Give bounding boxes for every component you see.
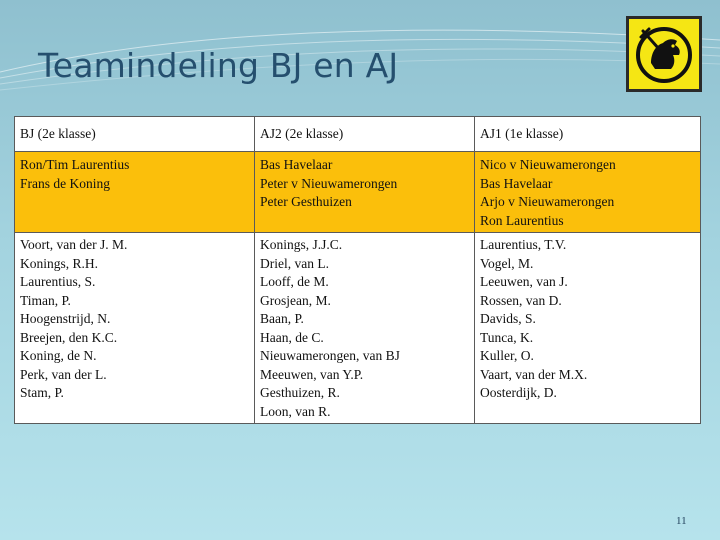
players-aj1 — [475, 233, 701, 424]
player-name: Driel, van L. — [260, 255, 329, 271]
player-name: Kuller, O. — [480, 348, 534, 363]
player-name: Stam, P. — [20, 385, 64, 400]
coach-name: Bas Havelaar — [480, 175, 553, 191]
player-name: Vaart, van der M.X. — [480, 366, 588, 382]
player-name: Loon, van R. — [260, 403, 331, 419]
player-name: Vogel, M. — [480, 255, 534, 271]
table-header-row — [15, 117, 701, 152]
player-name: Baan, P. — [260, 311, 304, 326]
players-bj — [15, 233, 255, 424]
page-number: 11 — [676, 515, 687, 527]
player-name: Haan, de C. — [260, 329, 324, 345]
player-name: Voort, van der J. M. — [20, 237, 128, 252]
player-name: Oosterdijk, D. — [480, 385, 557, 400]
coach-name: Peter v Nieuwamerongen — [260, 175, 398, 191]
coaches-bj — [15, 152, 255, 233]
player-name: Hoogenstrijd, N. — [20, 311, 111, 326]
coaches-aj1 — [475, 152, 701, 233]
player-name: Looff, de M. — [260, 274, 329, 289]
player-name: Konings, J.J.C. — [260, 237, 343, 252]
coach-name: Peter Gesthuizen — [260, 194, 352, 209]
player-name: Gesthuizen, R. — [260, 385, 340, 400]
player-name: Leeuwen, van J. — [480, 274, 568, 289]
player-name: Laurentius, T.V. — [480, 237, 567, 252]
page-title: Teamindeling BJ en AJ — [38, 46, 399, 85]
player-name: Nieuwamerongen, van BJ — [260, 348, 400, 363]
players-row — [15, 233, 701, 424]
header-bj: BJ (2e klasse) — [15, 117, 255, 152]
player-name: Meeuwen, van Y.P. — [260, 366, 364, 382]
coach-name: Ron Laurentius — [480, 212, 564, 228]
team-roster-table — [14, 116, 701, 424]
coach-name: Bas Havelaar — [260, 157, 333, 172]
player-name: Perk, van der L. — [20, 366, 107, 382]
players-aj2 — [255, 233, 475, 424]
header-aj1: AJ1 (1e klasse) — [475, 117, 701, 152]
coaches-row — [15, 152, 701, 233]
player-name: Rossen, van D. — [480, 292, 562, 308]
knight-horse-emblem-icon — [626, 16, 702, 92]
player-name: Koning, de N. — [20, 348, 97, 363]
player-name: Timan, P. — [20, 292, 71, 308]
player-name: Davids, S. — [480, 311, 536, 326]
player-name: Grosjean, M. — [260, 292, 331, 308]
coaches-aj2 — [255, 152, 475, 233]
player-name: Tunca, K. — [480, 329, 534, 345]
player-name: Laurentius, S. — [20, 274, 96, 289]
player-name: Konings, R.H. — [20, 255, 99, 271]
coach-name: Ron/Tim Laurentius — [20, 157, 130, 172]
player-name: Breejen, den K.C. — [20, 329, 118, 345]
header-aj2: AJ2 (2e klasse) — [255, 117, 475, 152]
coach-name: Nico v Nieuwamerongen — [480, 157, 616, 172]
coach-name: Arjo v Nieuwamerongen — [480, 194, 615, 209]
coach-name: Frans de Koning — [20, 175, 110, 191]
